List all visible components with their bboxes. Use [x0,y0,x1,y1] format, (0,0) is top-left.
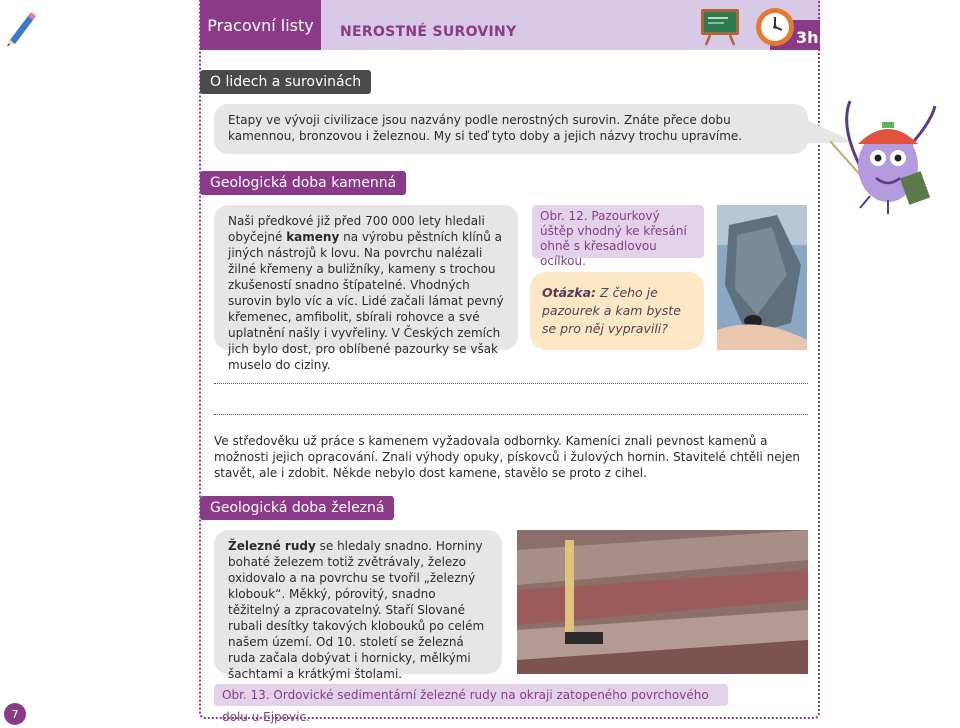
mascot-illustration [830,96,940,230]
page-title: NEROSTNÉ SUROVINY [340,24,517,40]
intro-bubble [214,104,808,154]
question-label: Otázka: [542,285,597,300]
worksheet-tab-label: Pracovní listy [207,15,314,35]
pencil-icon [4,10,36,46]
stone-age-text-2: na výrobu pěstních klínů a jiných nástrojů k lovu. Na povrchu nalézali žilné křemeny a buližníky, kameny s trochou zkušeností snadno štípatelné. Vhodných surovin bylo víc a víc. Lidé začali lámat pevný křemenec, amfibolit, sbírali rohovce a své uplatnění našly i vyvřeliny. V Českých zemích jich bylo dost, pro oblíbené pazourky se však muselo do ciziny. [228,230,504,372]
medieval-paragraph: Ve středověku už práce s kamenem vyžadovala odbornky. Kameníci znali pevnost kamenů a možnosti jejich opracování. Znali výhody opuky, pískovců i žulových hornin. Stavitelé chtěli nejen stavět, ale i zdobit. Někde nebylo dost kamene, stavělo se proto z cihel. [214,434,800,480]
question-box [530,272,704,350]
intro-text: Etapy ve vývoji civilizace jsou nazvány podle nerostných surovin. Znáte přece dobu kamennou, bronzovou i železnou. My si teď tyto doby a jejich názvy trochu upravíme. [214,104,808,154]
page-number-label: 7 [11,707,19,721]
section-label-stone-age: Geologická doba kamenná [200,171,406,195]
iron-age-text: se hledaly snadno. Horniny bohaté železem totiž zvětrávaly, železo oxidovalo a na povrchu se tvořil „železný klobouk“. Měkký, pórovitý, snadno těžitelný a zpracovatelný. Staří Slované rubali desítky takových klobouků po celém našem území. Od 10. století se železná ruda začala dobývat i hornicky, mělkými šachtami a krátkými štolami. [228,539,485,681]
iron-age-bold-term: Železné rudy [228,539,316,553]
flint-photo [717,205,807,350]
iron-age-text-box [214,530,502,681]
hours-label: 3h [796,28,819,47]
answer-line-1[interactable] [214,383,808,384]
stone-age-text-box [214,205,518,372]
iron-ore-photo [517,530,808,674]
figure-12-caption: Obr. 12. Pazourkový úštěp vhodný ke křesání ohně s křesadlovou ocílkou. [532,205,704,258]
page-number [4,703,26,725]
question-text: Z čeho je pazourek a kam byste se pro něj vypravili? [542,285,681,336]
stone-age-bold-term: kameny [286,230,340,244]
stone-age-text-1: Naši předkové již před 700 000 lety hledali obyčejné [228,214,485,244]
answer-line-2[interactable] [214,414,808,415]
section-label-people: O lidech a surovinách [200,70,371,94]
section-label-iron-age: Geologická doba železná [200,496,394,520]
figure-13-caption: Obr. 13. Ordovické sedimentární železné rudy na okraji zatopeného povrchového dolu u Ejpovic. [214,684,728,706]
